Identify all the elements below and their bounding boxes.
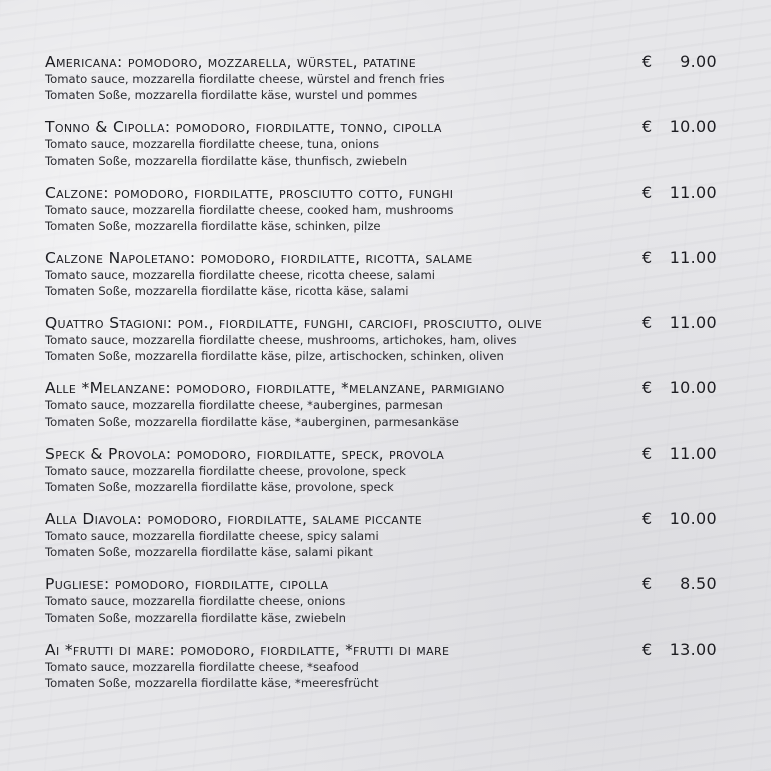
item-price: 11.00 xyxy=(669,182,717,202)
item-description-de: Tomaten Soße, mozzarella fiordilatte käse, thunfisch, zwiebeln xyxy=(45,153,408,168)
currency-symbol: € xyxy=(642,117,653,137)
item-price: 13.00 xyxy=(669,639,717,659)
item-description-de: Tomaten Soße, mozzarella fiordilatte käse, salami pikant xyxy=(45,545,373,560)
item-description-de: Tomaten Soße, mozzarella fiordilatte käse, schinken, pilze xyxy=(45,218,381,233)
item-ingredients: pomodoro, fiordilatte, salame piccante xyxy=(147,510,423,529)
item-title xyxy=(45,379,735,397)
item-ingredients: pomodoro, fiordilatte, *melanzane, parmigiano xyxy=(176,379,505,398)
item-price: 8.50 xyxy=(680,574,717,594)
item-description-en: Tomato sauce, mozzarella fiordilatte cheese, mushrooms, artichokes, ham, olives xyxy=(45,333,517,348)
item-description-de: Tomaten Soße, mozzarella fiordilatte käse, zwiebeln xyxy=(45,610,347,625)
item-price: 11.00 xyxy=(669,443,717,463)
item-title xyxy=(45,641,735,659)
item-title xyxy=(45,249,735,267)
item-title xyxy=(45,184,735,202)
item-description-en: Tomato sauce, mozzarella fiordilatte cheese, cooked ham, mushrooms xyxy=(45,202,454,217)
menu-item-pugliese xyxy=(45,575,735,640)
item-ingredients: pomodoro, fiordilatte, tonno, cipolla xyxy=(175,118,442,137)
item-title xyxy=(45,575,735,593)
currency-symbol: € xyxy=(642,639,653,659)
item-ingredients: pomodoro, fiordilatte, ricotta, salame xyxy=(200,248,473,267)
item-price: 10.00 xyxy=(669,509,717,529)
item-ingredients: pomodoro, fiordilatte, *frutti di mare xyxy=(180,640,450,659)
menu-item-speck-provola xyxy=(45,445,735,510)
item-price: 10.00 xyxy=(669,117,717,137)
item-description-de: Tomaten Soße, mozzarella fiordilatte käse, provolone, speck xyxy=(45,479,394,494)
item-description-de: Tomaten Soße, mozzarella fiordilatte käse, ricotta käse, salami xyxy=(45,284,409,299)
menu-item-alla-diavola xyxy=(45,510,735,575)
item-price: 11.00 xyxy=(669,247,717,267)
item-description-en: Tomato sauce, mozzarella fiordilatte cheese, spicy salami xyxy=(45,529,379,544)
item-title xyxy=(45,53,735,71)
item-name: Speck & Provola: xyxy=(45,444,172,463)
item-ingredients: pomodoro, fiordilatte, speck, provola xyxy=(176,444,445,463)
currency-symbol: € xyxy=(642,313,653,333)
currency-symbol: € xyxy=(642,247,653,267)
item-description-de: Tomaten Soße, mozzarella fiordilatte käse, *meeresfrücht xyxy=(45,675,379,690)
item-ingredients: pomodoro, mozzarella, würstel, patatine xyxy=(127,53,417,71)
item-name: Ai *frutti di mare: xyxy=(45,640,176,659)
item-description-en: Tomato sauce, mozzarella fiordilatte cheese, würstel and french fries xyxy=(45,72,445,86)
pizza-menu-list xyxy=(45,53,735,706)
menu-item-calzone-napoletano xyxy=(45,249,735,314)
currency-symbol: € xyxy=(642,443,653,463)
menu-item-americana xyxy=(45,53,735,118)
item-title xyxy=(45,314,735,332)
item-price: 10.00 xyxy=(669,378,717,398)
item-description-en: Tomato sauce, mozzarella fiordilatte cheese, ricotta cheese, salami xyxy=(45,267,435,282)
item-title xyxy=(45,445,735,463)
item-ingredients: pom., fiordilatte, funghi, carciofi, prosciutto, olive xyxy=(177,314,543,333)
item-name: Americana: xyxy=(45,53,123,71)
item-name: Calzone Napoletano: xyxy=(45,248,196,267)
currency-symbol: € xyxy=(642,574,653,594)
item-description-en: Tomato sauce, mozzarella fiordilatte cheese, *aubergines, parmesan xyxy=(45,398,443,413)
item-price: 11.00 xyxy=(669,313,717,333)
item-description-en: Tomato sauce, mozzarella fiordilatte cheese, tuna, onions xyxy=(45,137,380,152)
item-description-de: Tomaten Soße, mozzarella fiordilatte käse, pilze, artischocken, schinken, oliven xyxy=(45,349,504,364)
menu-item-quattro-stagioni xyxy=(45,314,735,379)
item-description-en: Tomato sauce, mozzarella fiordilatte cheese, provolone, speck xyxy=(45,463,406,478)
item-description-en: Tomato sauce, mozzarella fiordilatte cheese, onions xyxy=(45,594,346,609)
menu-item-tonno-cipolla xyxy=(45,118,735,183)
item-description-de: Tomaten Soße, mozzarella fiordilatte käse, *auberginen, parmesankäse xyxy=(45,414,459,429)
item-title xyxy=(45,510,735,528)
currency-symbol: € xyxy=(642,52,653,71)
item-name: Alla Diavola: xyxy=(45,510,143,529)
item-description-de: Tomaten Soße, mozzarella fiordilatte käse, wurstel und pommes xyxy=(45,88,418,103)
menu-item-calzone xyxy=(45,184,735,249)
item-name: Tonno & Cipolla: xyxy=(45,118,171,137)
item-name: Quattro Stagioni: xyxy=(45,314,173,333)
item-ingredients: pomodoro, fiordilatte, cipolla xyxy=(114,575,329,594)
currency-symbol: € xyxy=(642,182,653,202)
item-name: Calzone: xyxy=(45,183,109,202)
currency-symbol: € xyxy=(642,509,653,529)
menu-item-frutti-di-mare xyxy=(45,641,735,706)
item-title xyxy=(45,118,735,136)
item-ingredients: pomodoro, fiordilatte, prosciutto cotto, funghi xyxy=(114,183,454,202)
currency-symbol: € xyxy=(642,378,653,398)
menu-item-alle-melanzane xyxy=(45,379,735,444)
item-price: 9.00 xyxy=(680,52,717,71)
item-name: Alle *Melanzane: xyxy=(45,379,172,398)
item-description-en: Tomato sauce, mozzarella fiordilatte cheese, *seafood xyxy=(45,659,359,674)
item-name: Pugliese: xyxy=(45,575,110,594)
